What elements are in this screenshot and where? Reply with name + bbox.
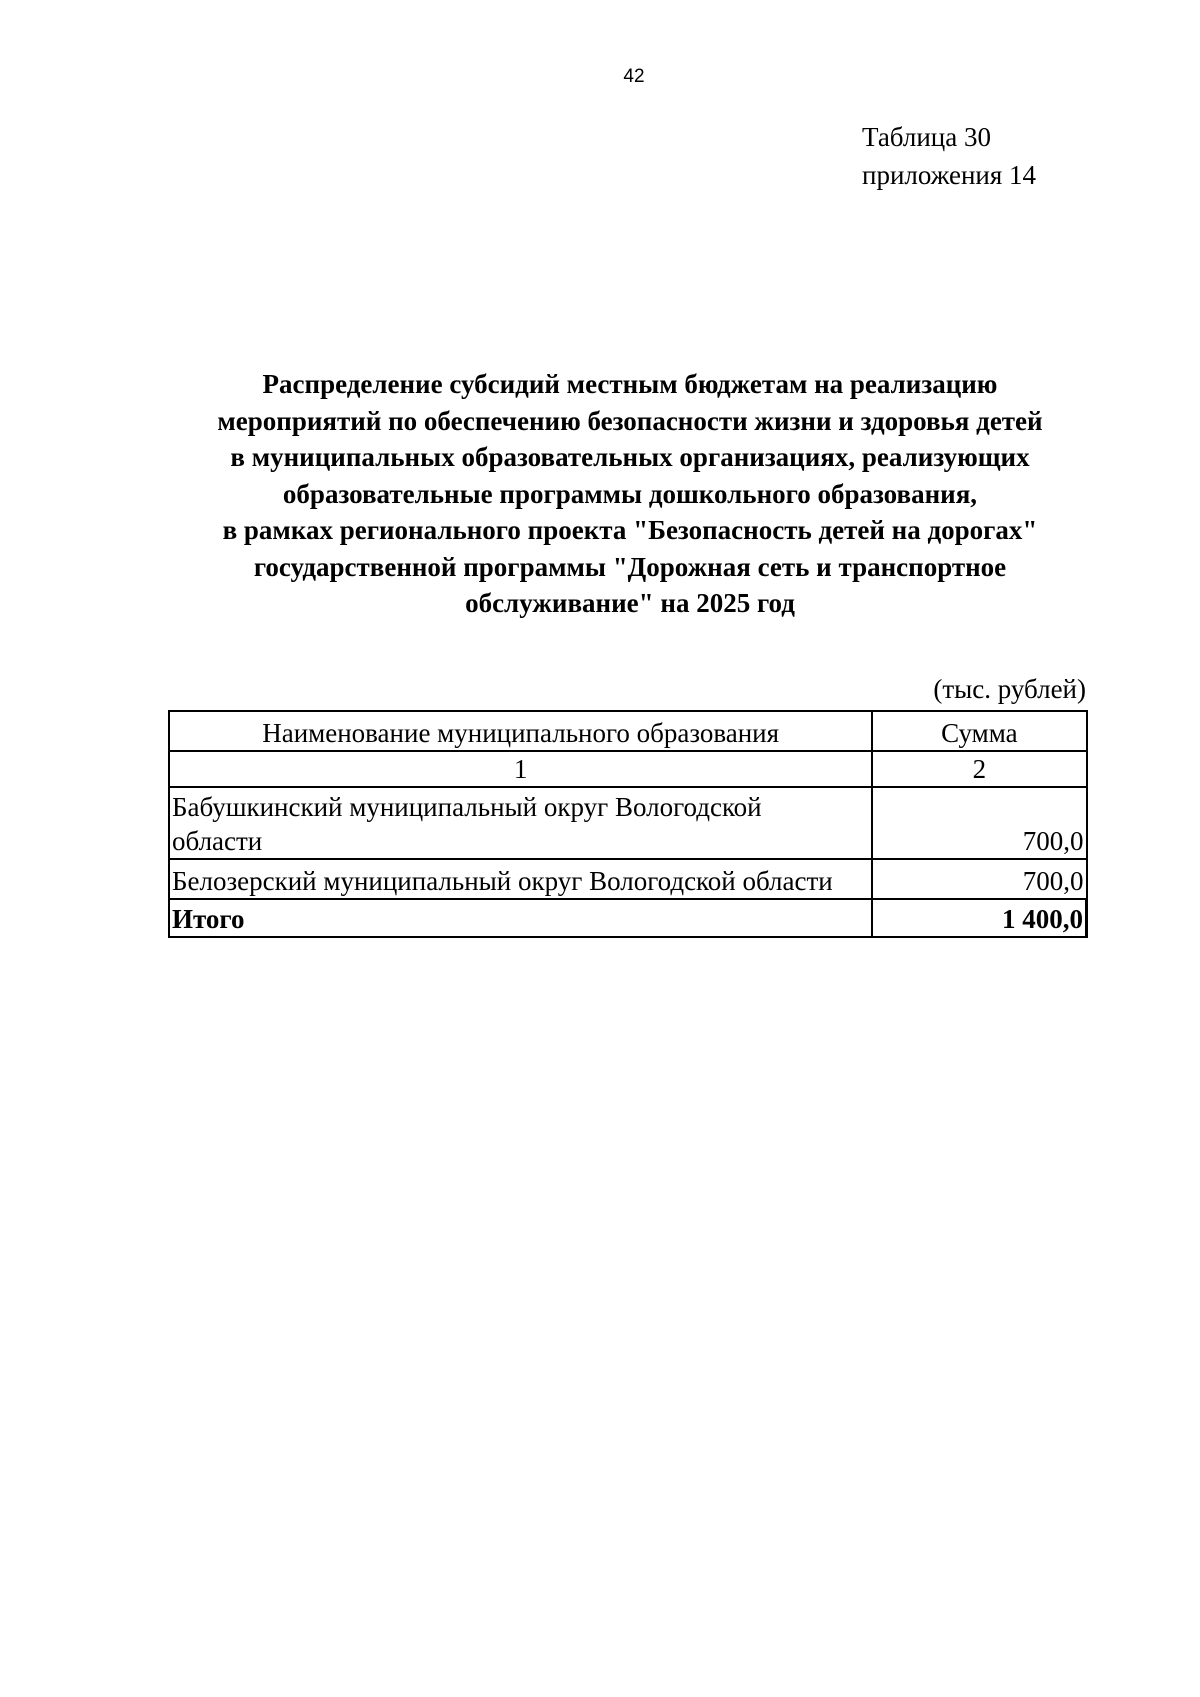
table-row bbox=[169, 859, 1087, 899]
title-line: государственной программы "Дорожная сеть и транспортное bbox=[253, 551, 1007, 582]
total-row bbox=[169, 899, 1087, 937]
table-row bbox=[169, 787, 1087, 859]
table-reference: Таблица 30 bbox=[862, 122, 991, 152]
subsidy-amount: 700,0 bbox=[872, 859, 1086, 899]
appendix-reference bbox=[862, 118, 1036, 194]
document-title bbox=[170, 366, 1090, 622]
municipality-name-line: области bbox=[172, 826, 263, 856]
units-label: (тыс. рублей) bbox=[933, 674, 1086, 704]
subsidy-amount: 700,0 bbox=[872, 787, 1086, 859]
title-line: Распределение субсидий местным бюджетам на реализацию bbox=[262, 369, 998, 399]
table-header-row bbox=[169, 711, 1087, 751]
column-number-sum: 2 bbox=[872, 751, 1086, 787]
municipality-name: Белозерский муниципальный округ Вологодской области bbox=[169, 859, 872, 899]
title-line: мероприятий по обеспечению безопасности жизни и здоровья детей bbox=[217, 405, 1043, 436]
total-label: Итого bbox=[169, 899, 872, 937]
title-line: в рамках регионального проекта "Безопасность детей на дорогах" bbox=[222, 515, 1038, 545]
column-number-name: 1 bbox=[169, 751, 872, 787]
title-line: в муниципальных образовательных организациях, реализующих bbox=[230, 442, 1030, 472]
title-line: обслуживание" на 2025 год bbox=[465, 588, 795, 618]
annex-reference: приложения 14 bbox=[862, 160, 1037, 190]
title-line: образовательные программы дошкольного образования, bbox=[282, 478, 978, 509]
page-number: 42 bbox=[623, 66, 645, 87]
column-number-row bbox=[169, 751, 1087, 787]
header-name: Наименование муниципального образования bbox=[169, 711, 872, 751]
header-sum: Сумма bbox=[872, 711, 1086, 751]
municipality-name-line: Бабушкинский муниципальный округ Вологодской bbox=[172, 792, 762, 822]
subsidy-table bbox=[168, 710, 1088, 938]
total-amount: 1 400,0 bbox=[872, 899, 1086, 937]
municipality-name bbox=[169, 787, 872, 859]
